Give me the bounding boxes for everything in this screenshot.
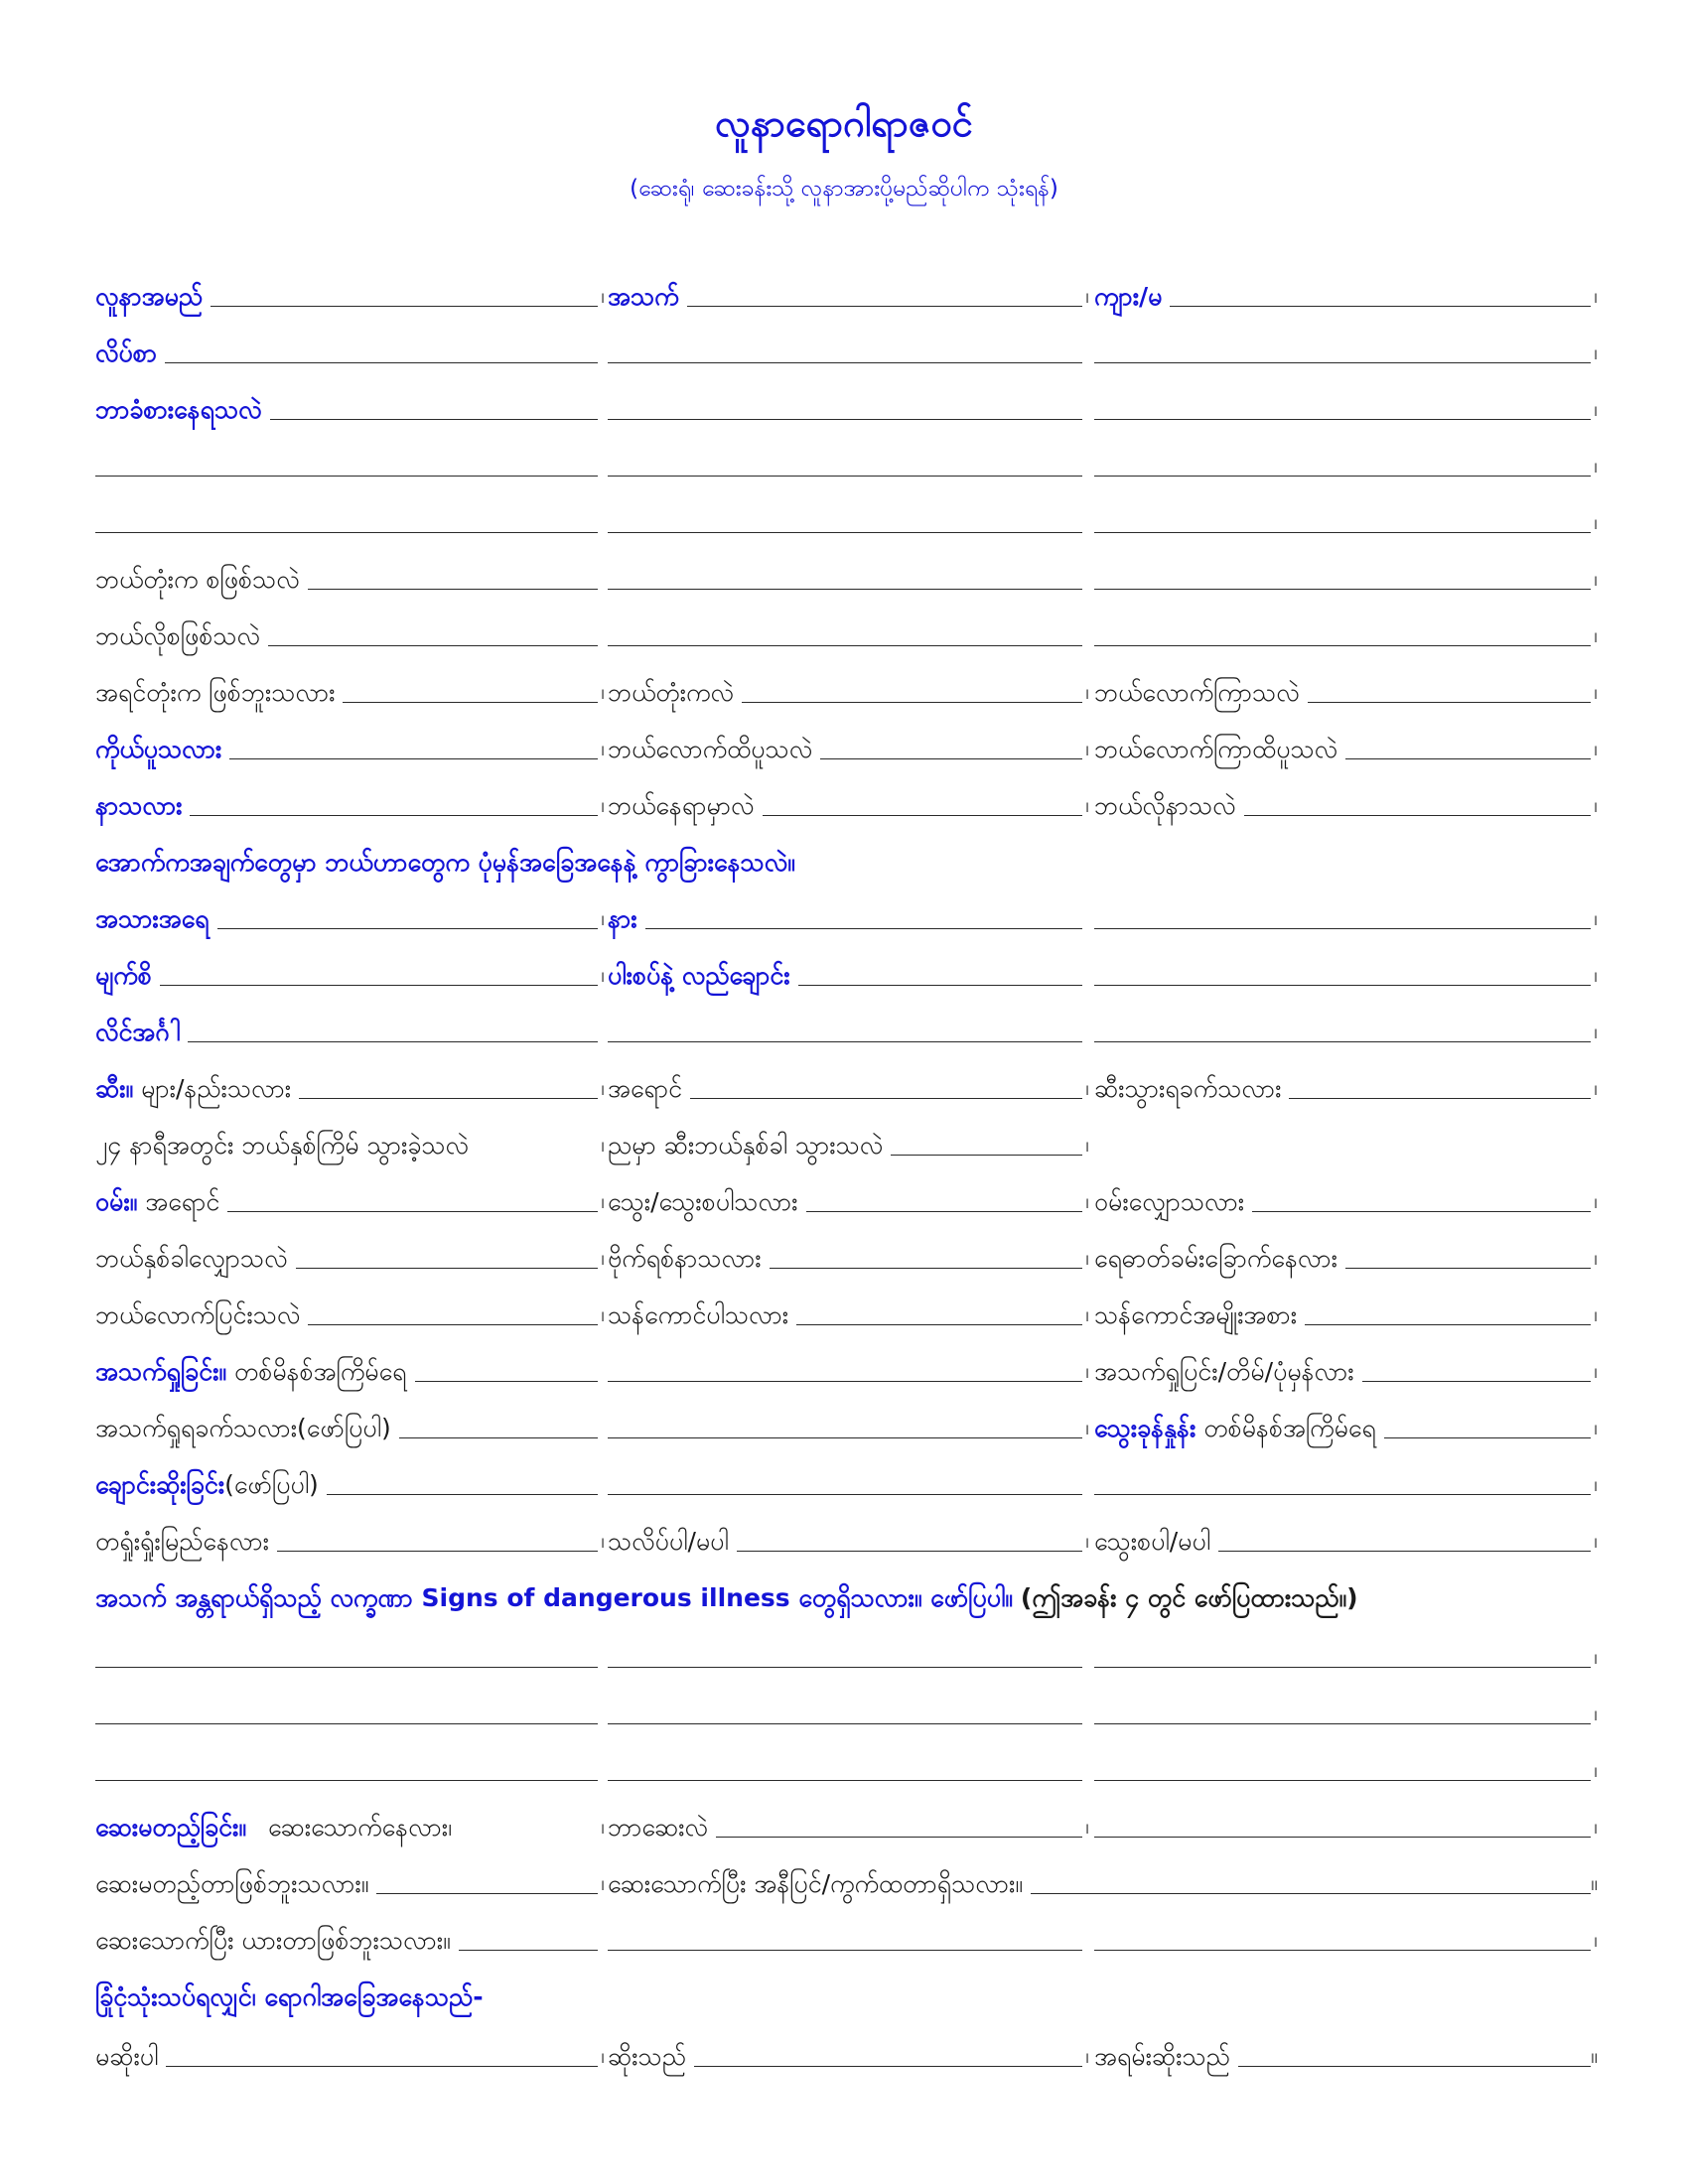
how-pain-field[interactable] (1244, 815, 1591, 816)
bad-field[interactable] (694, 2066, 1082, 2067)
before-field[interactable] (343, 702, 598, 703)
sex-label: ကျား/မ (1094, 282, 1163, 311)
taking-medicine-label: ဆေးသောက်နေလား၊ (267, 1813, 453, 1842)
mouth-throat-field[interactable] (798, 985, 1082, 986)
blood-sputum-label: သွေးစပါ/မပါ (1094, 1527, 1211, 1556)
diarrhea-field[interactable] (1252, 1211, 1591, 1212)
pain-label: နာသလား (95, 791, 183, 820)
form-row: ဆေးမတည့်တာဖြစ်ဘူးသလား။ ၊ ဆေးသောက်ပြီး အနီပြင်/ကွက်ထတာရှိသလား။ ။ (95, 1869, 1598, 1898)
blank-line[interactable] (608, 1494, 1082, 1495)
form-row (0, 1969, 1688, 2025)
breathing-hard-label: အသက်ရှုရခက်သလား(ဖော်ပြပါ) (95, 1414, 391, 1442)
form-body (0, 268, 1688, 2085)
phlegm-field[interactable] (737, 1551, 1082, 1552)
cough-label: ချောင်းဆိုးခြင်း (95, 1470, 225, 1499)
form-row: ဘယ်နှစ်ခါလျှောသလဲ ၊ ဗိုက်ရစ်နာသလား ၊ ရေဓာတ်ခမ်းခြောက်နေလား ၊ (95, 1244, 1598, 1273)
stool-color-field[interactable] (227, 1211, 598, 1212)
onset-how-field[interactable] (268, 645, 598, 646)
form-row: လူနာအမည် ၊ အသက် ၊ ကျား/မ ၊ (95, 282, 1598, 311)
allergy-before-field[interactable] (376, 1893, 598, 1894)
eye-label: မျက်စိ (95, 961, 152, 990)
form-row: ဝမ်း။ အရောင် ၊ သွေး/သွေးစပါသလား ၊ ဝမ်းလျှောသလား ၊ (95, 1187, 1598, 1216)
blank-line[interactable] (95, 532, 598, 533)
blank-line[interactable] (1094, 476, 1591, 477)
stool-severity-label: ဘယ်လောက်ပြင်းသလဲ (95, 1300, 301, 1329)
how-long-hot-label: ဘယ်လောက်ကြာထိပူသလဲ (1094, 735, 1338, 763)
cramps-label: ဗိုက်ရစ်နာသလား (608, 1244, 762, 1273)
form-title: လူနာရောဂါရာဇဝင် (715, 101, 973, 145)
danger-heading: အသက် အန္တရာယ်ရှိသည့် လက္ခဏာ Signs of dangerous illness တွေရှိသလား။ ဖော်ပြပါ။ (95, 1583, 1013, 1612)
summary-heading: ခြုံငုံသုံးသပ်ရလျှင်၊ ရောဂါအခြေအနေသည်- (95, 1982, 484, 2011)
name-label: လူနာအမည် (95, 282, 204, 311)
breathing-label: အသက်ရှုခြင်း။ (95, 1357, 226, 1386)
blank-line[interactable] (608, 589, 1082, 590)
dehydration-field[interactable] (1345, 1268, 1591, 1269)
form-row: ၊ (0, 494, 1688, 551)
genitals-field[interactable] (188, 1041, 598, 1042)
blank-line[interactable] (608, 476, 1082, 477)
onset-how-label: ဘယ်လိုစဖြစ်သလဲ (95, 621, 260, 650)
stool-times-field[interactable] (296, 1268, 598, 1269)
urine-pain-label: ဆီးသွားရခက်သလား (1094, 1074, 1282, 1103)
form-row: အသက်ရှုခြင်း။ တစ်မိနစ်အကြိမ်ရေ ၊ အသက်ရှုပြင်း/တိမ်/ပုံမှန်လား ၊ (95, 1357, 1598, 1386)
urine-label: ဆီး။ (95, 1074, 134, 1103)
onset-when-label: ဘယ်တုံးက စဖြစ်သလဲ (95, 565, 300, 594)
not-bad-label: မဆိုးပါ (95, 2042, 159, 2071)
form-row: လိပ်စာ ၊ (95, 339, 1598, 367)
blood-sputum-field[interactable] (1218, 1551, 1591, 1552)
form-subtitle: (ဆေးရုံ၊ ဆေးခန်းသို့ လူနာအားပို့မည်ဆိုပါက သုံးရန်) (630, 176, 1058, 202)
allergy-before-label: ဆေးမတည့်တာဖြစ်ဘူးသလား။ (95, 1869, 369, 1898)
blank-line[interactable] (608, 1780, 1082, 1781)
stool-blood-label: သွေး/သွေးစပါသလား (608, 1187, 798, 1216)
sex-field[interactable] (1170, 306, 1591, 307)
blank-line[interactable] (608, 1723, 1082, 1724)
bad-label: ဆိုးသည် (608, 2042, 686, 2071)
stool-blood-field[interactable] (806, 1211, 1082, 1212)
pulse-rate-label: တစ်မိနစ်အကြိမ်ရေ (1203, 1414, 1376, 1442)
which-medicine-label: ဘာဆေးလဲ (608, 1813, 708, 1842)
which-medicine-field[interactable] (716, 1837, 1082, 1838)
eye-field[interactable] (160, 985, 598, 986)
form-row: မျက်စိ ၊ ပါးစပ်နဲ့ လည်ချောင်း ၊ (95, 961, 1598, 990)
danger-note: (ဤအခန်း ၄ တွင် ဖော်ပြထားသည်။) (1020, 1583, 1358, 1612)
complaint-field-3[interactable] (1094, 419, 1591, 420)
form-row: ၂၄ နာရီအတွင်း ဘယ်နှစ်ကြိမ် သွားခဲ့သလဲ ၊ ညမှာ ဆီးဘယ်နှစ်ခါ သွားသလဲ ၊ (95, 1131, 1089, 1160)
blank-line[interactable] (608, 1381, 1082, 1382)
blank-line[interactable] (1094, 1837, 1591, 1838)
form-row: လိင်အင်္ဂါ ၊ (95, 1018, 1598, 1046)
form-row: အသက်ရှုရခက်သလား(ဖော်ပြပါ) ၊ သွေးခုန်နှုန်း တစ်မိနစ်အကြိမ်ရေ ၊ (95, 1414, 1598, 1442)
form-row: ဆီး။ များ/နည်းသလား ၊ အရောင် ၊ ဆီးသွားရခက်သလား ၊ (95, 1074, 1598, 1103)
very-bad-field[interactable] (1238, 2066, 1591, 2067)
form-row: ဆေးမတည့်ခြင်း။ ဆေးသောက်နေလား၊ ၊ ဘာဆေးလဲ ၊ ၊ (95, 1813, 1598, 1842)
breathing-hard-field[interactable] (399, 1437, 598, 1438)
pain-field[interactable] (190, 815, 598, 816)
form-row (0, 1570, 1688, 1626)
before-label: အရင်တုံးက ဖြစ်ဘူးသလား (95, 678, 336, 707)
abnormal-heading: အောက်ကအချက်တွေမှာ ဘယ်ဟာတွေက ပုံမှန်အခြေအနေနဲ့ ကွာခြားနေသလဲ။ (95, 848, 795, 877)
form-row: ဘယ်တုံးက စဖြစ်သလဲ ၊ (95, 565, 1598, 594)
fever-field[interactable] (229, 758, 598, 759)
stool-color-label: အရောင် (145, 1187, 220, 1216)
blank-line[interactable] (608, 1437, 1082, 1438)
blank-line[interactable] (1094, 1667, 1591, 1668)
very-bad-label: အရမ်းဆိုးသည် (1094, 2042, 1230, 2071)
pulse-label: သွေးခုန်နှုန်း (1094, 1414, 1196, 1442)
blank-line[interactable] (1094, 928, 1591, 929)
not-bad-field[interactable] (166, 2066, 598, 2067)
diarrhea-label: ဝမ်းလျှောသလား (1094, 1187, 1245, 1216)
form-row: ၊ (0, 438, 1688, 494)
blank-line[interactable] (95, 1667, 598, 1668)
how-hot-label: ဘယ်လောက်ထိပူသလဲ (608, 735, 813, 763)
form-row: ဘာခံစားနေရသလဲ ၊ (95, 395, 1598, 424)
form-row: ၊ (0, 1742, 1688, 1799)
blank-line[interactable] (608, 1950, 1082, 1951)
blank-line[interactable] (95, 1780, 598, 1781)
blank-line[interactable] (1094, 1723, 1591, 1724)
worms-label: သန်ကောင်ပါသလား (608, 1300, 789, 1329)
blank-line[interactable] (1094, 645, 1591, 646)
urine-color-label: အရောင် (608, 1074, 683, 1103)
stool-severity-field[interactable] (308, 1324, 598, 1325)
blank-line[interactable] (1094, 532, 1591, 533)
blank-line[interactable] (608, 1041, 1082, 1042)
blank-line[interactable] (95, 476, 598, 477)
complaint-field[interactable] (270, 419, 598, 420)
form-row: ချောင်းဆိုးခြင်း (ဖော်ပြပါ) ၊ (95, 1470, 1598, 1499)
complaint-label: ဘာခံစားနေရသလဲ (95, 395, 262, 424)
cough-field[interactable] (327, 1494, 598, 1495)
genitals-label: လိင်အင်္ဂါ (95, 1018, 181, 1046)
rash-after-label: ဆေးသောက်ပြီး အနီပြင်/ကွက်ထတာရှိသလား။ (608, 1869, 1023, 1898)
breathing-rate-label: တစ်မိနစ်အကြိမ်ရေ (233, 1357, 407, 1386)
mouth-throat-label: ပါးစပ်နဲ့ လည်ချောင်း (608, 961, 790, 990)
how-long-hot-field[interactable] (1345, 758, 1591, 759)
address-field-3[interactable] (1094, 362, 1591, 363)
skin-field[interactable] (217, 928, 598, 929)
stool-label: ဝမ်း။ (95, 1187, 138, 1216)
blank-line[interactable] (1094, 1041, 1591, 1042)
how-long-field[interactable] (1308, 702, 1591, 703)
when-was-field[interactable] (742, 702, 1082, 703)
form-row: ၊ (0, 1686, 1688, 1742)
blank-line[interactable] (608, 645, 1082, 646)
breathing-normal-field[interactable] (1362, 1381, 1591, 1382)
address-field[interactable] (165, 362, 598, 363)
wheeze-field[interactable] (277, 1551, 598, 1552)
where-pain-label: ဘယ်နေရာမှာလဲ (608, 791, 755, 820)
name-field[interactable] (211, 306, 598, 307)
when-was-label: ဘယ်တုံးကလဲ (608, 678, 734, 707)
form-row: အသားအရေ ၊ နား ၊ (95, 904, 1598, 933)
urine-night-field[interactable] (891, 1155, 1082, 1156)
itch-after-field[interactable] (459, 1950, 598, 1951)
itch-after-label: ဆေးသောက်ပြီး ယားတာဖြစ်ဘူးသလား။ (95, 1926, 451, 1955)
fever-label: ကိုယ်ပူသလား (95, 735, 222, 763)
how-long-label: ဘယ်လောက်ကြာသလဲ (1094, 678, 1300, 707)
form-row: တရှုံးရှုံးမြည်နေလား ၊ သလိပ်ပါ/မပါ ၊ သွေးစပါ/မပါ ၊ (95, 1527, 1598, 1556)
how-hot-field[interactable] (820, 758, 1082, 759)
address-field-2[interactable] (608, 362, 1082, 363)
wheeze-label: တရှုံးရှုံးမြည်နေလား (95, 1527, 269, 1556)
urine-24h-label: ၂၄ နာရီအတွင်း ဘယ်နှစ်ကြိမ် သွားခဲ့သလဲ (95, 1131, 469, 1160)
blank-line[interactable] (608, 1667, 1082, 1668)
urine-color-field[interactable] (690, 1098, 1082, 1099)
form-row: ဘယ်လောက်ပြင်းသလဲ ၊ သန်ကောင်ပါသလား ၊ သန်ကောင်အမျိုးအစား ၊ (95, 1300, 1598, 1329)
urine-pain-field[interactable] (1289, 1098, 1591, 1099)
rash-after-field[interactable] (1031, 1893, 1591, 1894)
ear-label: နား (608, 904, 637, 933)
pulse-rate-field[interactable] (1384, 1437, 1591, 1438)
dehydration-label: ရေဓာတ်ခမ်းခြောက်နေလား (1094, 1244, 1337, 1273)
ear-field[interactable] (645, 928, 1082, 929)
blank-line[interactable] (1094, 1950, 1591, 1951)
cramps-field[interactable] (770, 1268, 1082, 1269)
breathing-normal-label: အသက်ရှုပြင်း/တိမ်/ပုံမှန်လား (1094, 1357, 1354, 1386)
onset-when-field[interactable] (308, 589, 598, 590)
blank-line[interactable] (95, 1723, 598, 1724)
worm-type-label: သန်ကောင်အမျိုးအစား (1094, 1300, 1298, 1329)
breathing-rate-field[interactable] (415, 1381, 599, 1382)
where-pain-field[interactable] (763, 815, 1083, 816)
form-row: ဆေးသောက်ပြီး ယားတာဖြစ်ဘူးသလား။ ၊ (95, 1926, 1598, 1955)
worm-type-field[interactable] (1305, 1324, 1591, 1325)
phlegm-label: သလိပ်ပါ/မပါ (608, 1527, 729, 1556)
form-row: မဆိုးပါ ၊ ဆိုးသည် ၊ အရမ်းဆိုးသည် ။ (95, 2042, 1598, 2071)
urine-amount-field[interactable] (299, 1098, 598, 1099)
cough-suffix: (ဖော်ပြပါ) (224, 1470, 319, 1499)
age-label: အသက် (608, 282, 679, 311)
blank-line[interactable] (608, 532, 1082, 533)
address-label: လိပ်စာ (95, 339, 158, 367)
urine-amount-label: များ/နည်းသလား (141, 1074, 292, 1103)
allergy-label: ဆေးမတည့်ခြင်း။ (95, 1813, 246, 1842)
form-row: ၊ (0, 1626, 1688, 1686)
blank-line[interactable] (1094, 1494, 1591, 1495)
worms-field[interactable] (796, 1324, 1082, 1325)
urine-night-label: ညမှာ ဆီးဘယ်နှစ်ခါ သွားသလဲ (608, 1131, 884, 1160)
skin-label: အသားအရေ (95, 904, 210, 933)
form-row: အရင်တုံးက ဖြစ်ဘူးသလား ၊ ဘယ်တုံးကလဲ ၊ ဘယ်လောက်ကြာသလဲ ၊ (95, 678, 1598, 707)
blank-line[interactable] (1094, 985, 1591, 986)
stool-times-label: ဘယ်နှစ်ခါလျှောသလဲ (95, 1244, 288, 1273)
form-row: နာသလား ၊ ဘယ်နေရာမှာလဲ ၊ ဘယ်လိုနာသလဲ ၊ (95, 791, 1598, 820)
form-row: ဘယ်လိုစဖြစ်သလဲ ၊ (95, 621, 1598, 650)
age-field[interactable] (687, 306, 1082, 307)
blank-line[interactable] (1094, 1780, 1591, 1781)
complaint-field-2[interactable] (608, 419, 1082, 420)
form-row: ကိုယ်ပူသလား ၊ ဘယ်လောက်ထိပူသလဲ ၊ ဘယ်လောက်ကြာထိပူသလဲ ၊ (95, 735, 1598, 763)
form-row (0, 834, 1688, 890)
how-pain-label: ဘယ်လိုနာသလဲ (1094, 791, 1236, 820)
blank-line[interactable] (1094, 589, 1591, 590)
